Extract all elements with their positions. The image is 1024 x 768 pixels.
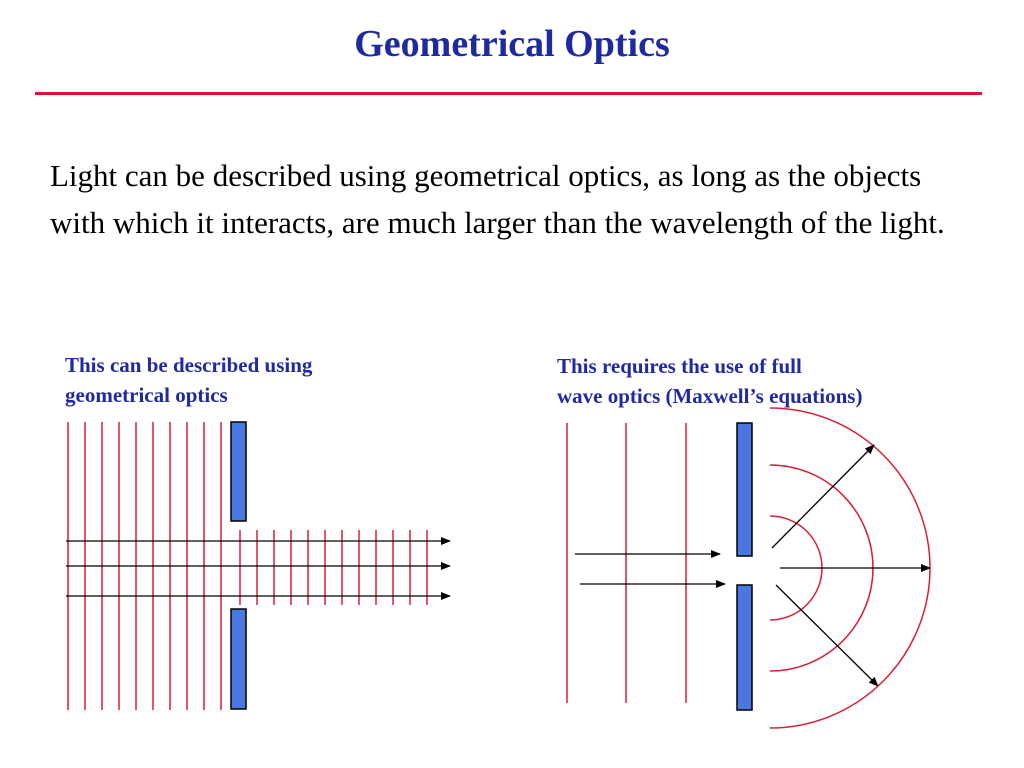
- wave-optics-diagram: [567, 408, 930, 728]
- barrier-top: [737, 423, 752, 556]
- slide-title: Geometrical Optics: [354, 23, 670, 65]
- left-caption-line1: This can be described using: [65, 353, 313, 377]
- barrier-bottom: [231, 609, 246, 709]
- diffracted-ray-arrow: [776, 585, 878, 686]
- barrier-bottom: [737, 585, 752, 710]
- slide-body-text: Light can be described using geometrical optics, as long as the objects with which it interacts, are much larger than the wavelength of the light.: [50, 158, 945, 240]
- right-caption-line2: wave optics (Maxwell’s equations): [557, 384, 863, 408]
- diffracted-ray-arrow: [772, 445, 874, 548]
- barrier-top: [231, 422, 246, 521]
- left-caption-line2: geometrical optics: [65, 383, 228, 407]
- geometric-optics-diagram: [66, 422, 450, 710]
- right-caption-line1: This requires the use of full: [557, 354, 802, 378]
